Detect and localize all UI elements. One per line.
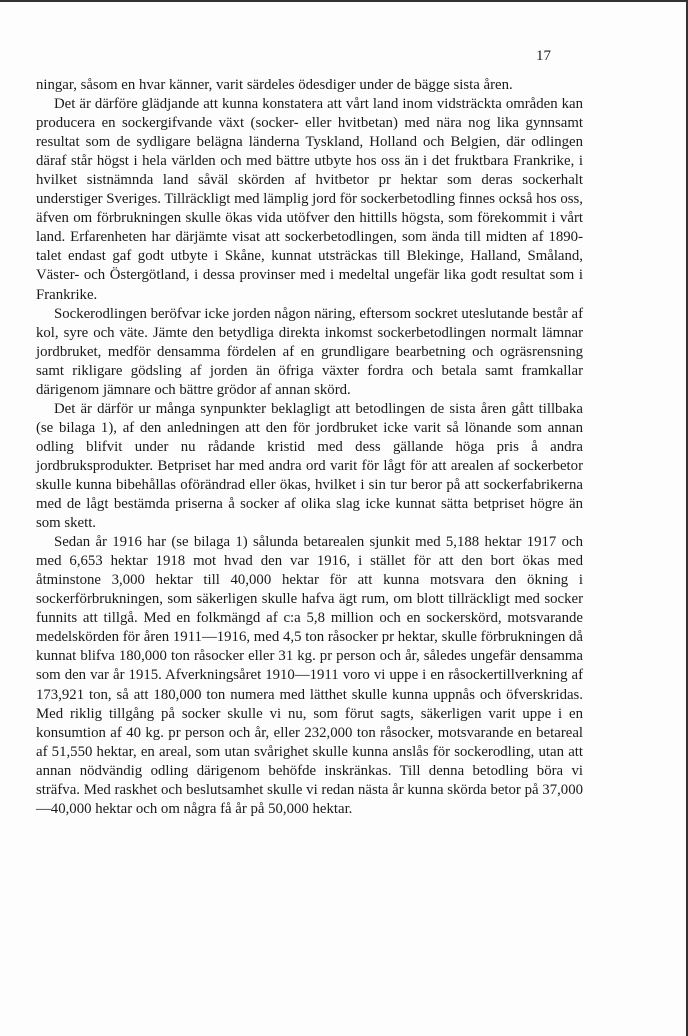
- paragraph-1: ningar, såsom en hvar känner, varit särdeles ödesdiger under de bägge sista åren.: [36, 77, 513, 93]
- paragraph-5: Sedan år 1916 har (se bilaga 1) sålunda betarealen sjunkit med 5,188 hektar 1917 och med 6,653 hektar 1918 mot hvad den var 1916, i stället för att den bort ökas med åtminstone 3,000 hektar till 40,000 hektar för att kunna motsvara den ökning i sockerförbrukningen, som säkerligen skulle hafva ägt rum, om blott tillräckligt med socker funnits att tillgå. Med en folkmängd af c:a 5,8 million och en sockerskörd, motsvarande medelskörden för åren 1911—1916, med 4,5 ton råsocker pr hektar, skulle förbrukningen då kunnat blifva 180,000 ton råsocker eller 31 kg. pr person och år, således ungefär densamma som den var år 1915. Afverkningsåret 1910—1911 voro vi uppe i en råsockertillverkning af 173,921 ton, så att 180,000 ton numera med lätthet skulle kunna uppnås och öfverskridas. Med riklig tillgång på socker skulle vi nu, som förut sagts, säkerligen varit uppe i en konsumtion af 40 kg. pr person och år, eller 232,000 ton råsocker, motsvarande en betareal af 51,550 hektar, en areal, som utan svårighet skulle kunna anslås för sockerodling, utan att annan nödvändig odling därigenom behöfde inskränkas. Till denna betodling böra vi sträfva. Med raskhet och beslutsamhet skulle vi redan nästa år kunna skörda betor på 37,000—40,000 hektar och om några få år på 50,000 hektar.: [36, 534, 583, 817]
- paragraph-4: Det är därför ur många synpunkter beklagligt att betodlingen de sista åren gått tillbaka (se bilaga 1), af den anledningen att den för jordbruket icke varit så lönande som annan odling blifvit under nu rådande kristid med dess gällande höga pris å andra jordbruksprodukter. Betpriset har med andra ord varit för lågt för att arealen af sockerbetor skulle kunna bibehållas oförändrad eller ökas, hvilket i sin tur beror på att sockerfabrikerna med de lågt bestämda priserna å socker af olika slag icke kunnat sätta betpriset högre än som skett.: [36, 400, 583, 532]
- page-number: 17: [536, 48, 551, 64]
- body-text: [36, 76, 583, 819]
- paragraph-3: Sockerodlingen beröfvar icke jorden någon näring, eftersom sockret uteslutande består af kol, syre och väte. Jämte den betydliga direkta inkomst sockerbetodlingen normalt lämnar jordbruket, medför densamma fördelen af en grundligare bearbetning och ogräsrensning samt rikligare gödsling af jorden än öfriga växter fordra och betala samt framkallar därigenom jämnare och bättre grödor af annan skörd.: [36, 305, 583, 398]
- paragraph-2: Det är därföre glädjande att kunna konstatera att vårt land inom vidsträckta områden kan producera en sockergifvande växt (socker- eller hvitbetan) med nära nog lika gynnsamt resultat som de sydligare belägna länderna Tyskland, Holland och Belgien, där odlingen däraf står högst i hela världen och med bättre utbyte hos oss än i det fruktbara Frankrike, i hvilket sistnämnda land såväl skörden af hvitbetor pr hektar som deras sockerhalt understiger Sveriges. Tillräckligt med lämplig jord för sockerbetodling finnes också hos oss, äfven om förbrukningen skulle ökas vida utöfver den hittills högsta, som förekommit i vårt land. Erfarenheten har därjämte visat att sockerbetodlingen, som ända till midten af 1890-talet endast gaf godt utbyte i Skåne, kunnat utsträckas till Blekinge, Halland, Småland, Väster- och Östergötland, i dessa provinser med i medeltal ungefär lika godt resultat som i Frankrike.: [36, 96, 583, 303]
